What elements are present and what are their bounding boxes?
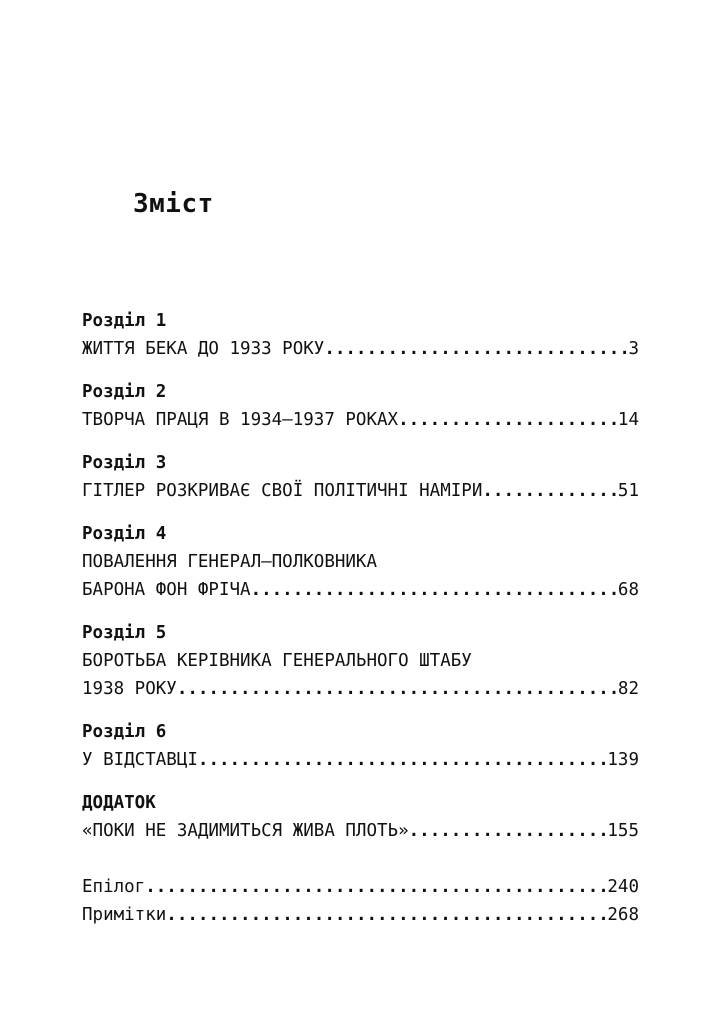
toc-chapter-4 bbox=[82, 520, 639, 604]
page-number: 14 bbox=[617, 410, 639, 430]
chapter-heading: Розділ 6 bbox=[82, 722, 167, 742]
dot-leader bbox=[251, 576, 618, 604]
page-title: Зміст bbox=[133, 189, 214, 219]
toc-back-matter bbox=[82, 873, 639, 929]
chapter-heading: Розділ 3 bbox=[82, 453, 167, 473]
entry-title: У ВІДСТАВЦІ bbox=[82, 750, 198, 770]
entry-title-line: ПОВАЛЕННЯ ГЕНЕРАЛ–ПОЛКОВНИКА bbox=[82, 552, 378, 572]
page-number: 268 bbox=[607, 905, 639, 925]
dot-leader bbox=[324, 335, 628, 363]
chapter-heading: Розділ 1 bbox=[82, 311, 167, 331]
chapter-heading: Розділ 2 bbox=[82, 382, 167, 402]
dot-leader bbox=[398, 406, 618, 434]
toc-entry-epilogue[interactable] bbox=[82, 873, 639, 901]
toc-chapter-6 bbox=[82, 718, 639, 774]
page-number: 51 bbox=[617, 481, 639, 501]
table-of-contents bbox=[82, 307, 639, 944]
toc-chapter-1 bbox=[82, 307, 639, 363]
chapter-heading: Розділ 4 bbox=[82, 524, 167, 544]
entry-title: БАРОНА ФОН ФРІЧА bbox=[82, 580, 251, 600]
toc-chapter-3 bbox=[82, 449, 639, 505]
page-number: 155 bbox=[607, 821, 639, 841]
dot-leader bbox=[409, 817, 608, 845]
page-number: 82 bbox=[617, 679, 639, 699]
dot-leader bbox=[177, 675, 618, 703]
chapter-heading: Розділ 5 bbox=[82, 623, 167, 643]
dot-leader bbox=[145, 873, 607, 901]
toc-entry[interactable] bbox=[82, 817, 639, 845]
entry-title: Примітки bbox=[82, 905, 167, 925]
dot-leader bbox=[482, 477, 618, 505]
entry-title: ЖИТТЯ БЕКА ДО 1933 РОКУ bbox=[82, 339, 325, 359]
page-number: 3 bbox=[628, 339, 639, 359]
entry-title-line: БОРОТЬБА КЕРІВНИКА ГЕНЕРАЛЬНОГО ШТАБУ bbox=[82, 651, 472, 671]
page-number: 139 bbox=[607, 750, 639, 770]
entry-title: Епілог bbox=[82, 877, 146, 897]
entry-title: ГІТЛЕР РОЗКРИВАЄ СВОЇ ПОЛІТИЧНІ НАМІРИ bbox=[82, 481, 483, 501]
toc-entry[interactable] bbox=[82, 675, 639, 703]
toc-entry-notes[interactable] bbox=[82, 901, 639, 929]
toc-entry[interactable] bbox=[82, 335, 639, 363]
dot-leader bbox=[198, 746, 607, 774]
toc-entry[interactable] bbox=[82, 576, 639, 604]
appendix-heading: ДОДАТОК bbox=[82, 793, 156, 813]
page-number: 68 bbox=[617, 580, 639, 600]
toc-entry[interactable] bbox=[82, 746, 639, 774]
entry-title: ТВОРЧА ПРАЦЯ В 1934–1937 РОКАХ bbox=[82, 410, 399, 430]
dot-leader bbox=[166, 901, 607, 929]
toc-chapter-2 bbox=[82, 378, 639, 434]
page-number: 240 bbox=[607, 877, 639, 897]
toc-appendix bbox=[82, 789, 639, 845]
toc-entry[interactable] bbox=[82, 477, 639, 505]
entry-title: «ПОКИ НЕ ЗАДИМИТЬСЯ ЖИВА ПЛОТЬ» bbox=[82, 821, 409, 841]
toc-entry[interactable] bbox=[82, 406, 639, 434]
entry-title: 1938 РОКУ bbox=[82, 679, 177, 699]
toc-chapter-5 bbox=[82, 619, 639, 703]
